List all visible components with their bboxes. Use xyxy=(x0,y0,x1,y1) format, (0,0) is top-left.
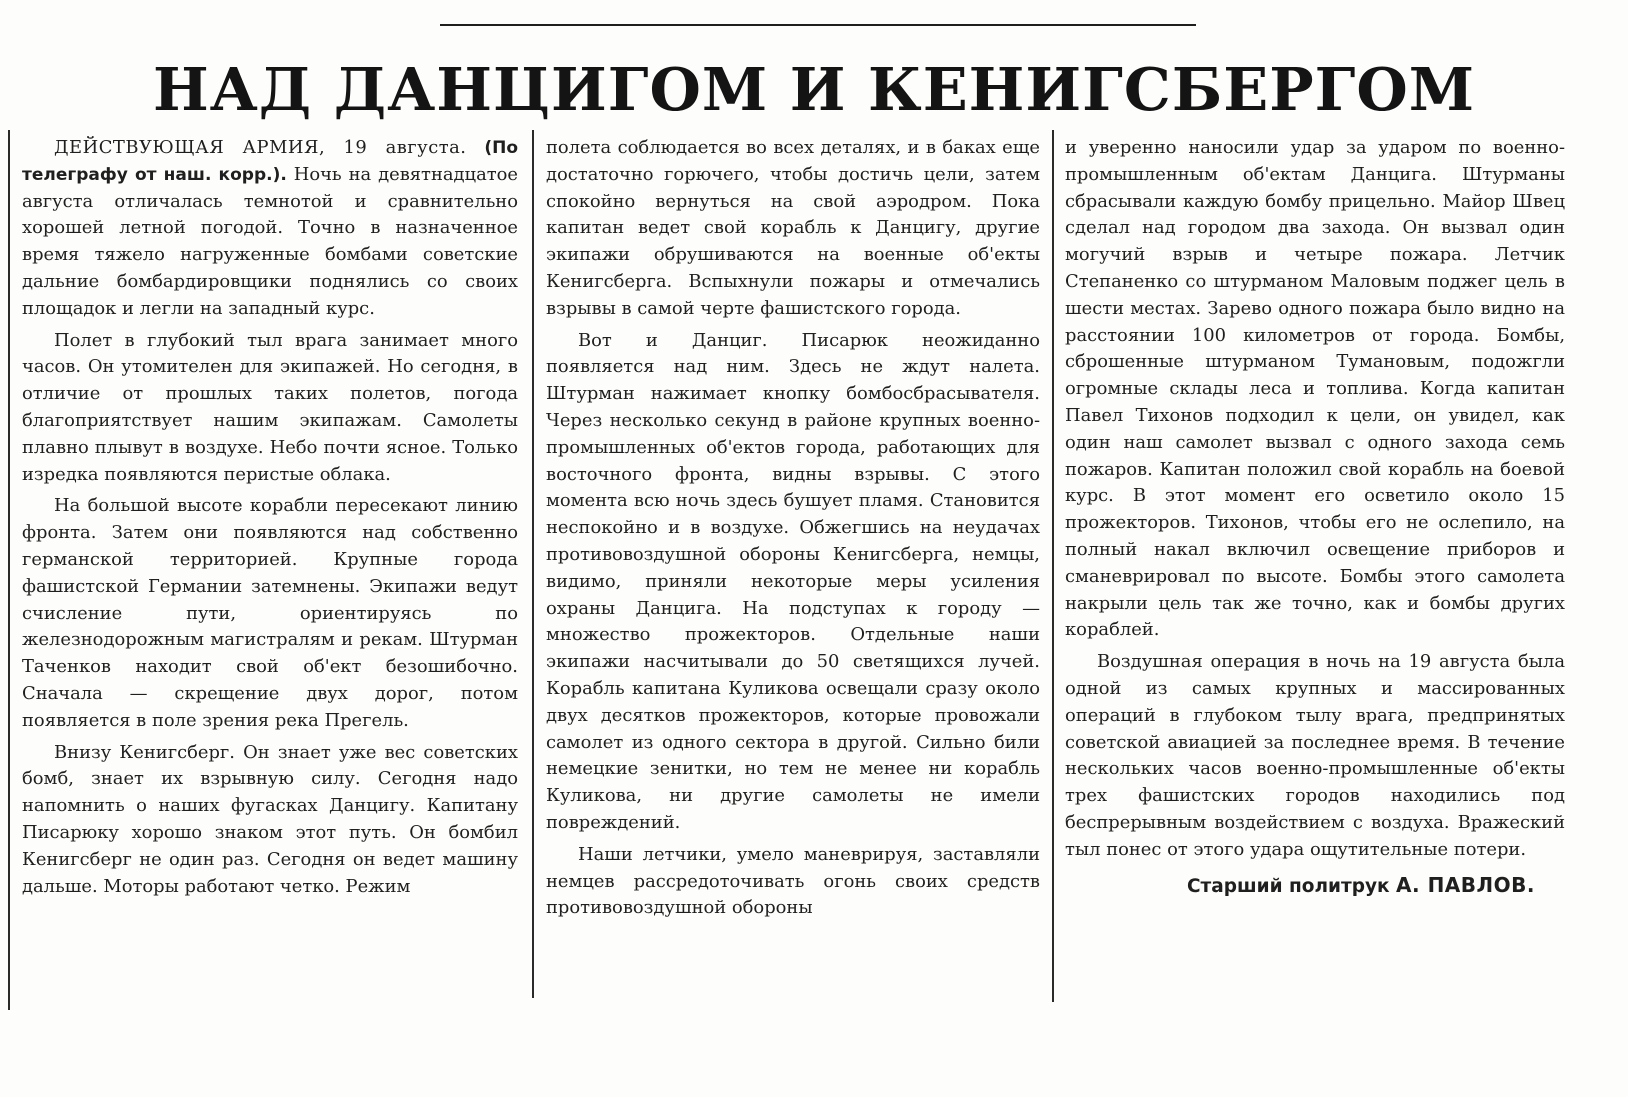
author-name: А. ПАВЛОВ. xyxy=(1396,872,1535,897)
paragraph-text: Ночь на девятнадцатое августа отличалась темнотой и сравнительно хорошей летной погодой. Точно в назначенное время тяжело нагруженные бомбами советские дальние бомбардировщики поднялись со своих площадок и легли на западный курс. xyxy=(22,163,518,319)
top-rule xyxy=(440,24,1196,26)
paragraph: Вот и Данциг. Писарюк неожиданно появляется над ним. Здесь не ждут налета. Штурман нажимает кнопку бомбосбрасывателя. Через несколько секунд в районе крупных военно-промышленных об'ектов города, работающих для восточного фронта, видны взрывы. С этого момента всю ночь здесь бушует пламя. Становится неспокойно и в воздухе. Обжегшись на неудачах противовоздушной обороны Кенигсберга, немцы, видимо, приняли некоторые меры усиления охраны Данцига. На подступах к городу — множество прожекторов. Отдельные наши экипажи насчитывали до 50 светящихся лучей. Корабль капитана Куликова освещали сразу около двух десятков прожекторов, которые провожали самолет из одного сектора в другой. Сильно били немецкие зенитки, но тем не менее ни корабль Куликова, ни другие самолеты не имели повреждений. xyxy=(546,329,1040,833)
article-headline: НАД ДАНЦИГОМ И КЕНИГСБЕРГОМ xyxy=(152,55,1476,124)
paragraph: Наши летчики, умело маневрируя, заставляли немцев рассредоточивать огонь своих средств противовоздушной обороны xyxy=(546,843,1040,919)
author-signature xyxy=(1065,872,1565,901)
article-column-3 xyxy=(1065,135,1565,1015)
byline-telegraph: (По телеграфу от наш. корр.). xyxy=(22,138,518,185)
paragraph: Внизу Кенигсберг. Он знает уже вес советских бомб, знает их взрывную силу. Сегодня надо напомнить о наших фугасках Данцигу. Капитану Писарюку хорошо знаком этот путь. Он бомбил Кенигсберг не один раз. Сегодня он ведет машину дальше. Моторы работают четко. Режим xyxy=(22,741,518,897)
column-rule-2 xyxy=(1052,130,1054,1002)
paragraph: На большой высоте корабли пересекают линию фронта. Затем они появляются над собственно германской территорией. Крупные города фашистской Германии затемнены. Экипажи ведут счисление пути, ориентируясь по железнодорожным магистралям и рекам. Штурман Таченков находит свой об'ект безошибочно. Сначала — скрещение двух дорог, потом появляется в поле зрения река Прегель. xyxy=(22,495,518,731)
paragraph-continued: полета соблюдается во всех деталях, и в баках еще достаточно горючего, чтобы достичь цели, затем спокойно вернуться на свой аэродром. Пока капитан ведет свой корабль к Данцигу, другие экипажи обрушиваются на военные об'екты Кенигсберга. Вспыхнули пожары и отмечались взрывы в самой черте фашистского города. xyxy=(546,137,1040,319)
paragraph-continued: и уверенно наносили удар за ударом по военно-промышленным об'ектам Данцига. Штурманы сбрасывали каждую бомбу прицельно. Майор Швец сделал над городом два захода. Он вызвал один могучий взрыв и четыре пожара. Летчик Степаненко со штурманом Маловым поджег цель в шести местах. Зарево одного пожара было видно на расстоянии 100 километров от города. Бомбы, сброшенные штурманом Тумановым, подожгли огромные склады леса и топлива. Когда капитан Павел Тихонов подходил к цели, он увидел, как один наш самолет вызвал с одного захода семь пожаров. Капитан положил свой корабль на боевой курс. В этот момент его осветило около 15 прожекторов. Тихонов, чтобы его не ослепило, на полный накал включил освещение приборов и сманеврировал по высоте. Бомбы этого самолета накрыли цель так же точно, как и бомбы других кораблей. xyxy=(1065,137,1565,641)
column-rule-left xyxy=(8,130,10,1010)
paragraph: Воздушная операция в ночь на 19 августа была одной из самых крупных и массированных операций в глубоком тылу врага, предпринятых советской авиацией за последнее время. В течение нескольких часов военно-промышленные об'екты трех фашистских городов находились под беспрерывным воздействием с воздуха. Вражеский тыл понес от этого удара ощутительные потери. xyxy=(1065,651,1565,860)
column-rule-1 xyxy=(532,130,534,998)
article-column-1 xyxy=(22,135,518,1015)
lead-paragraph xyxy=(22,135,518,323)
article-column-2 xyxy=(546,135,1040,1015)
dateline: ДЕЙСТВУЮЩАЯ АРМИЯ, 19 августа. xyxy=(54,137,467,158)
author-rank: Старший политрук xyxy=(1186,875,1390,897)
paragraph: Полет в глубокий тыл врага занимает много часов. Он утомителен для экипажей. Но сегодня, в отличие от прошлых таких полетов, погода благоприятствует нашим экипажам. Самолеты плавно плывут в воздухе. Небо почти ясное. Только изредка появляются перистые облака. xyxy=(22,329,518,485)
